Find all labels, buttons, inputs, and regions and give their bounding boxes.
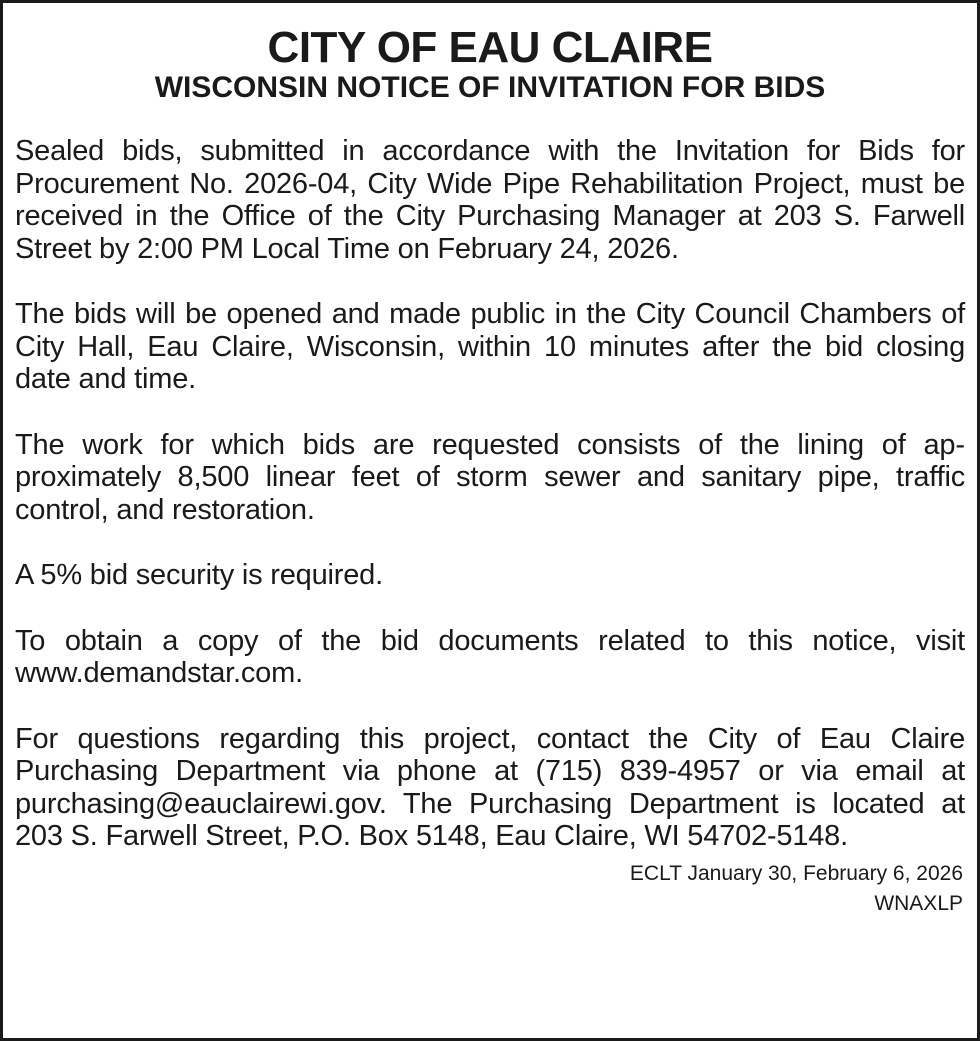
notice-subtitle: WISCONSIN NOTICE OF INVITATION FOR BIDS	[154, 71, 826, 104]
publication-dates: ECLT January 30, February 6, 2026	[629, 861, 963, 885]
paragraph-contact: For questions regarding this project, contact the City of Eau Claire Purchasing Department via phone at (715) 839-4957 or via email at purchasing@eauclairewi.gov. The Purchasing Department is located at 203 S. Farwell Street, P.O. Box 5148, Eau Claire, WI 54702-5148.	[15, 722, 965, 852]
notice-title: CITY OF EAU CLAIRE	[267, 23, 713, 72]
paragraph-bid-security: A 5% bid security is required.	[15, 559, 383, 591]
paragraph-bid-opening: The bids will be opened and made public in the City Council Chambers of City Hall, Eau Claire, Wisconsin, within 10 minutes after the bid closing date and time.	[15, 298, 965, 395]
notice-code: WNAXLP	[874, 891, 963, 915]
paragraph-sealed-bids: Sealed bids, submitted in accordance with the Invitation for Bids for Procurement No. 2026-04, City Wide Pipe Rehabilitation Project, must be received in the Office of the City Purchasing Manager at 203 S. Farwell Street by 2:00 PM Local Time on February 24, 2026.	[15, 135, 965, 265]
paragraph-work-scope: The work for which bids are requested consists of the lining of approximately 8,500 linear feet of storm sewer and sanitary pipe, traffic control, and restoration.	[15, 428, 965, 526]
paragraph-bid-documents: To obtain a copy of the bid documents related to this notice, visit www.demandstar.com.	[15, 624, 965, 689]
